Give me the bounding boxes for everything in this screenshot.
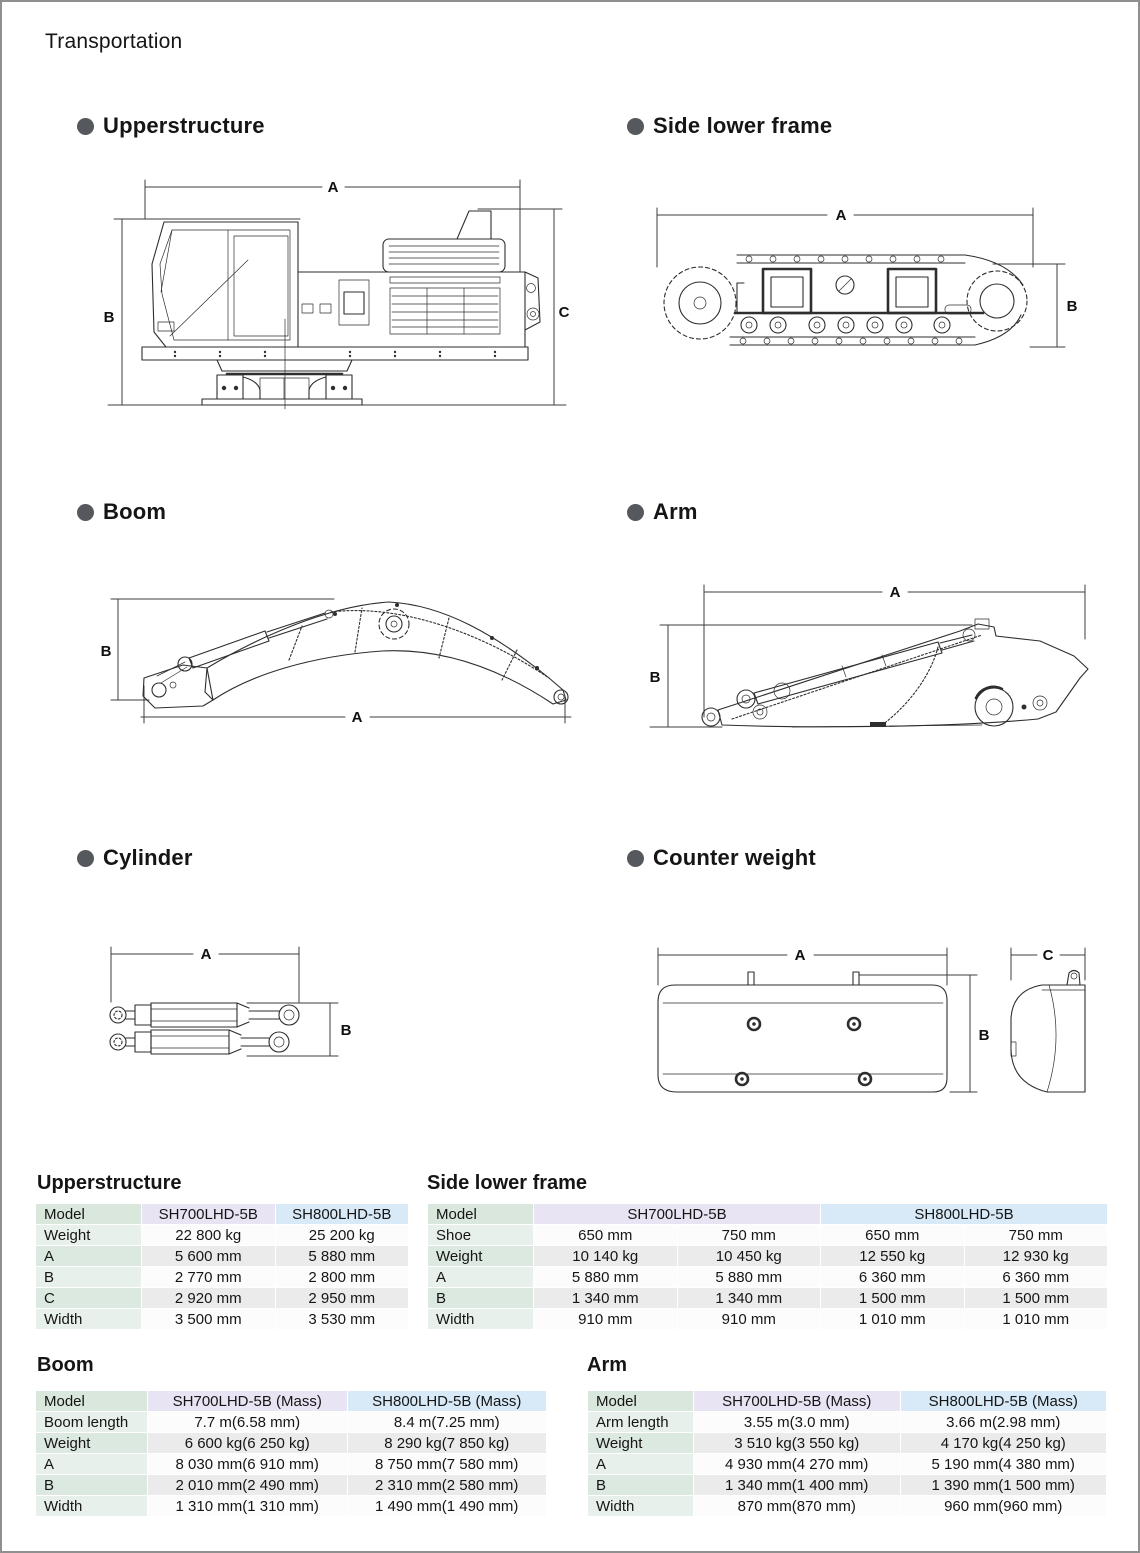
value-cell: 3.66 m(2.98 mm) — [900, 1412, 1107, 1433]
table-row — [36, 1496, 547, 1517]
value-cell: 3.55 m(3.0 mm) — [694, 1412, 901, 1433]
value-cell: 650 mm — [534, 1225, 678, 1246]
section-header-cylinder — [77, 845, 193, 871]
value-cell: 7.7 m(6.58 mm) — [148, 1412, 348, 1433]
boom-diagram — [97, 568, 589, 730]
value-cell: 5 600 mm — [142, 1246, 276, 1267]
idler — [967, 271, 1027, 331]
table-header-row — [588, 1391, 1107, 1412]
dim-label-b: B — [100, 643, 112, 660]
row-label-cell: Arm length — [588, 1412, 694, 1433]
row-label-cell: A — [36, 1246, 142, 1267]
section-label-counter-weight: Counter weight — [653, 845, 816, 870]
value-cell: 910 mm — [677, 1309, 821, 1330]
section-header-side-lower-frame — [627, 113, 832, 139]
value-cell: 870 mm(870 mm) — [694, 1496, 901, 1517]
value-cell: 1 390 mm(1 500 mm) — [900, 1475, 1107, 1496]
table-row — [428, 1246, 1108, 1267]
counterweight-side-view — [1011, 971, 1085, 1093]
table-row — [36, 1412, 547, 1433]
model-column-header: SH800LHD-5B (Mass) — [900, 1391, 1107, 1412]
model-column-header: SH700LHD-5B (Mass) — [694, 1391, 901, 1412]
value-cell: 1 340 mm — [677, 1288, 821, 1309]
model-column-header: SH800LHD-5B (Mass) — [347, 1391, 547, 1412]
dim-label-b: B — [649, 669, 661, 686]
hydraulic-cylinder-2 — [110, 1030, 289, 1054]
upperstructure-table — [35, 1203, 409, 1330]
row-label-cell: B — [588, 1475, 694, 1496]
table-title-side-lower-frame: Side lower frame — [427, 1172, 588, 1194]
value-cell: 1 500 mm — [964, 1288, 1108, 1309]
table-row — [36, 1433, 547, 1454]
bullet-icon — [77, 850, 94, 867]
table-row — [428, 1288, 1108, 1309]
dim-label-c: C — [1042, 947, 1054, 964]
value-cell: 8.4 m(7.25 mm) — [347, 1412, 547, 1433]
value-cell: 1 340 mm(1 400 mm) — [694, 1475, 901, 1496]
value-cell: 750 mm — [964, 1225, 1108, 1246]
excavator-cab — [152, 222, 298, 347]
lifting-tab — [748, 972, 754, 985]
table-row — [36, 1225, 409, 1246]
bullet-icon — [627, 118, 644, 135]
arm-cylinder — [737, 635, 974, 719]
table-row — [36, 1454, 547, 1475]
section-label-upperstructure: Upperstructure — [103, 113, 265, 138]
dimension-lines — [111, 946, 352, 1056]
dim-label-b: B — [103, 309, 115, 326]
page-title: Transportation — [45, 30, 183, 53]
bullet-icon — [627, 850, 644, 867]
lifting-lug — [1067, 971, 1080, 986]
table-row — [36, 1475, 547, 1496]
value-cell: 5 190 mm(4 380 mm) — [900, 1454, 1107, 1475]
row-label-cell: Weight — [36, 1433, 148, 1454]
row-label-cell: Width — [428, 1309, 534, 1330]
side-lower-frame-diagram — [645, 197, 1095, 365]
dim-label-a: A — [200, 946, 212, 963]
value-cell: 3 510 kg(3 550 kg) — [694, 1433, 901, 1454]
section-header-boom — [77, 499, 166, 525]
value-cell: 1 490 mm(1 490 mm) — [347, 1496, 547, 1517]
model-column-header: SH800LHD-5B — [275, 1204, 409, 1225]
row-label-cell: B — [36, 1267, 142, 1288]
roller-mount — [888, 269, 936, 313]
model-header-cell: Model — [36, 1204, 142, 1225]
upperstructure-diagram — [100, 164, 570, 412]
dim-label-b: B — [340, 1022, 352, 1039]
table-row — [428, 1225, 1108, 1246]
table-header-row — [428, 1204, 1108, 1225]
value-cell: 10 450 kg — [677, 1246, 821, 1267]
value-cell: 2 920 mm — [142, 1288, 276, 1309]
value-cell: 5 880 mm — [275, 1246, 409, 1267]
dim-label-c: C — [558, 304, 570, 321]
model-column-header: SH800LHD-5B — [821, 1204, 1108, 1225]
arm-tip-pin — [702, 708, 720, 726]
hydraulic-cylinder-1 — [110, 1003, 299, 1027]
dim-label-a: A — [835, 207, 847, 224]
table-title-boom: Boom — [37, 1354, 94, 1376]
value-cell: 8 750 mm(7 580 mm) — [347, 1454, 547, 1475]
value-cell: 960 mm(960 mm) — [900, 1496, 1107, 1517]
value-cell: 1 010 mm — [964, 1309, 1108, 1330]
value-cell: 2 770 mm — [142, 1267, 276, 1288]
section-header-counter-weight — [627, 845, 816, 871]
sprocket — [664, 267, 736, 339]
model-header-cell: Model — [428, 1204, 534, 1225]
table-row — [36, 1288, 409, 1309]
row-label-cell: A — [36, 1454, 148, 1475]
table-row — [588, 1412, 1107, 1433]
value-cell: 12 550 kg — [821, 1246, 965, 1267]
value-cell: 4 930 mm(4 270 mm) — [694, 1454, 901, 1475]
exhaust-stack — [457, 211, 491, 239]
counter-weight-diagram — [647, 930, 1102, 1105]
lifting-tab — [853, 972, 859, 985]
value-cell: 2 310 mm(2 580 mm) — [347, 1475, 547, 1496]
row-label-cell: C — [36, 1288, 142, 1309]
value-cell: 3 530 mm — [275, 1309, 409, 1330]
row-label-cell: Weight — [428, 1246, 534, 1267]
base-deck — [142, 347, 528, 360]
table-row — [36, 1246, 409, 1267]
table-header-row — [36, 1204, 409, 1225]
value-cell: 750 mm — [677, 1225, 821, 1246]
value-cell: 5 880 mm — [534, 1267, 678, 1288]
dimension-lines — [658, 947, 1085, 1092]
value-cell: 8 290 kg(7 850 kg) — [347, 1433, 547, 1454]
table-row — [588, 1454, 1107, 1475]
model-header-cell: Model — [36, 1391, 148, 1412]
hose-line — [331, 611, 549, 678]
arm-table — [587, 1390, 1107, 1517]
section-label-cylinder: Cylinder — [103, 845, 193, 870]
row-label-cell: Width — [36, 1309, 142, 1330]
value-cell: 1 340 mm — [534, 1288, 678, 1309]
table-title-arm: Arm — [587, 1354, 628, 1376]
boom-table — [35, 1390, 547, 1517]
value-cell: 6 360 mm — [821, 1267, 965, 1288]
model-column-header: SH700LHD-5B — [534, 1204, 821, 1225]
arm-body — [702, 619, 1088, 727]
bullet-icon — [77, 504, 94, 521]
side-lower-frame-table — [427, 1203, 1108, 1330]
value-cell: 6 600 kg(6 250 kg) — [148, 1433, 348, 1454]
dim-label-a: A — [351, 709, 363, 726]
engine-hood — [383, 211, 505, 334]
row-label-cell: A — [588, 1454, 694, 1475]
table-row — [36, 1267, 409, 1288]
cylinder-diagram — [97, 930, 365, 1100]
bullet-icon — [627, 504, 644, 521]
value-cell: 6 360 mm — [964, 1267, 1108, 1288]
value-cell: 5 880 mm — [677, 1267, 821, 1288]
table-row — [428, 1309, 1108, 1330]
bullet-icon — [77, 118, 94, 135]
boss — [379, 609, 409, 639]
row-label-cell: Weight — [588, 1433, 694, 1454]
table-row — [428, 1267, 1108, 1288]
table-row — [588, 1475, 1107, 1496]
value-cell: 1 500 mm — [821, 1288, 965, 1309]
swing-pedestal — [202, 319, 362, 409]
value-cell: 3 500 mm — [142, 1309, 276, 1330]
dim-label-b: B — [978, 1027, 990, 1044]
model-column-header: SH700LHD-5B (Mass) — [148, 1391, 348, 1412]
row-label-cell: B — [36, 1475, 148, 1496]
model-column-header: SH700LHD-5B — [142, 1204, 276, 1225]
value-cell: 650 mm — [821, 1225, 965, 1246]
pulley — [975, 688, 1013, 726]
section-label-arm: Arm — [653, 499, 698, 524]
table-row — [588, 1496, 1107, 1517]
row-label-cell: Shoe — [428, 1225, 534, 1246]
dimension-lines — [650, 584, 1085, 727]
table-header-row — [36, 1391, 547, 1412]
crawler-track — [664, 255, 1027, 345]
dim-label-b: B — [1066, 298, 1078, 315]
roller-mount — [763, 269, 811, 313]
value-cell: 22 800 kg — [142, 1225, 276, 1246]
value-cell: 12 930 kg — [964, 1246, 1108, 1267]
value-cell: 2 950 mm — [275, 1288, 409, 1309]
value-cell: 1 010 mm — [821, 1309, 965, 1330]
boom-body — [143, 602, 568, 708]
counterweight-front-view — [658, 972, 947, 1092]
dim-label-a: A — [794, 947, 806, 964]
section-header-upperstructure — [77, 113, 265, 139]
dim-label-a: A — [327, 179, 339, 196]
value-cell: 910 mm — [534, 1309, 678, 1330]
value-cell: 4 170 kg(4 250 kg) — [900, 1433, 1107, 1454]
row-label-cell: Width — [588, 1496, 694, 1517]
row-label-cell: Width — [36, 1496, 148, 1517]
section-label-boom: Boom — [103, 499, 167, 524]
row-label-cell: Weight — [36, 1225, 142, 1246]
value-cell: 8 030 mm(6 910 mm) — [148, 1454, 348, 1475]
track-frame — [735, 269, 983, 333]
model-header-cell: Model — [588, 1391, 694, 1412]
dim-label-a: A — [889, 584, 901, 601]
arm-diagram — [642, 579, 1114, 737]
value-cell: 2 800 mm — [275, 1267, 409, 1288]
section-label-side-lower-frame: Side lower frame — [653, 113, 833, 138]
row-label-cell: A — [428, 1267, 534, 1288]
table-row — [588, 1433, 1107, 1454]
row-label-cell: B — [428, 1288, 534, 1309]
table-row — [36, 1309, 409, 1330]
value-cell: 25 200 kg — [275, 1225, 409, 1246]
table-title-upperstructure: Upperstructure — [37, 1172, 182, 1194]
value-cell: 10 140 kg — [534, 1246, 678, 1267]
value-cell: 1 310 mm(1 310 mm) — [148, 1496, 348, 1517]
row-label-cell: Boom length — [36, 1412, 148, 1433]
section-header-arm — [627, 499, 698, 525]
value-cell: 2 010 mm(2 490 mm) — [148, 1475, 348, 1496]
